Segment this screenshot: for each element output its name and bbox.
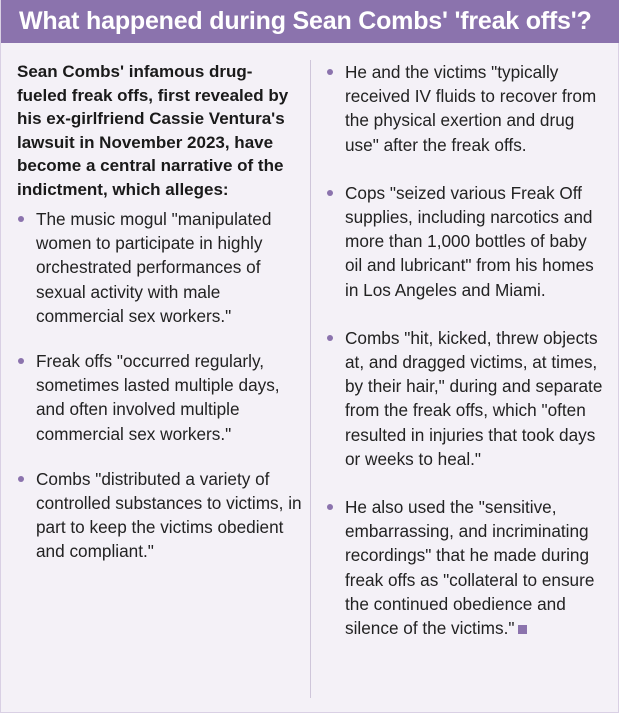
bullet-dot-icon [327,335,333,341]
bullet-dot-icon [327,504,333,510]
intro-paragraph: Sean Combs' infamous drug-fueled freak offs, first revealed by his ex-girlfriend Cassie Ventura's lawsuit in November 2023, have become a central narrative of the indictment, which alleges: [17,62,289,199]
bullet-item [17,207,302,328]
bullet-dot-icon [18,358,24,364]
bullet-text: Freak offs "occurred regularly, sometimes lasted multiple days, and often involved multiple commercial sex workers." [36,351,280,444]
bullet-dot-icon [327,190,333,196]
bullet-text: The music mogul "manipulated women to participate in highly orchestrated performances of sexual activity with male commercial sex workers." [36,209,272,326]
bullet-item [17,349,302,446]
column-divider [310,60,311,698]
bullet-dot-icon [327,69,333,75]
bullet-text: He also used the "sensitive, embarrassing, and incriminating recordings" that he made during freak offs as "collateral to ensure the continued obedience and silence of the victims." [345,497,595,639]
bullet-item [326,181,608,302]
bullet-dot-icon [18,476,24,482]
bullet-text: He and the victims "typically received IV fluids to recover from the physical exertion and drug use" after the freak offs. [345,62,597,155]
bullet-dot-icon [18,216,24,222]
bullet-text: Combs "hit, kicked, threw objects at, and dragged victims, at times, by their hair," during and separate from the freak offs, which "often resulted in injuries that took days or weeks to heal." [345,327,603,469]
right-column [326,60,608,640]
bullet-item [326,326,608,471]
bullet-item [17,467,302,564]
left-column [17,60,302,564]
bullet-item [326,495,608,640]
bullet-text: Combs "distributed a variety of controlled substances to victims, in part to keep the victims obedient and compliant." [36,468,302,562]
end-square-icon [518,625,527,634]
box-title: What happened during Sean Combs' 'freak offs'? [1,0,619,43]
bullet-text: Cops "seized various Freak Off supplies, including narcotics and more than 1,000 bottles of baby oil and lubricant" from his homes in Los Angeles and Miami. [345,182,594,300]
bullet-item [326,60,608,157]
